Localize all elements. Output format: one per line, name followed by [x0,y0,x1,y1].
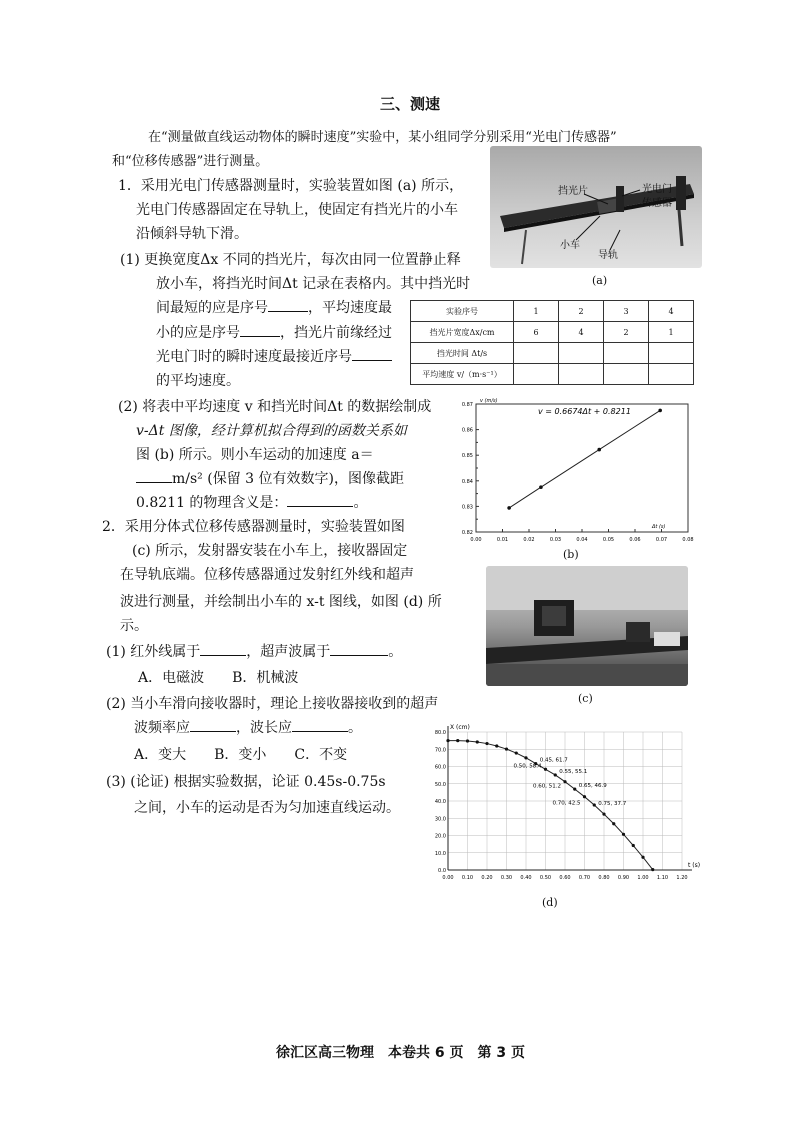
x-tick-label: 0.02 [523,537,535,543]
x-tick-label: 0.06 [629,537,641,543]
chart-b [452,392,698,552]
data-table [410,300,694,385]
data-point [583,795,586,798]
y-tick-label: 20.0 [434,833,446,840]
y-axis-label: X (cm) [450,724,470,731]
x-tick-label: 0.20 [481,875,493,881]
point-annotation: 0.55, 55.1 [559,768,588,775]
q2-p2-line-2 [134,716,362,740]
table-cell [604,343,649,364]
data-point [602,813,605,816]
chart-d [420,720,704,892]
q1-p1-line-5 [156,345,392,369]
q1-line-2: 光电门传感器固定在导轨上，使固定有挡光片的小车 [136,202,458,218]
answer-blank-8[interactable] [190,717,236,732]
table-cell [559,364,604,385]
label-gate: 光电门 [642,184,672,195]
q1-p1-line-3a: 间最短的应是序号 [156,300,268,316]
answer-blank-5[interactable] [287,492,353,507]
y-tick-label: 0.87 [461,402,473,408]
table-cell: 2 [604,322,649,343]
y-tick-label: 10.0 [434,850,446,857]
q1-p1-line-4b: ，挡光片前缘经过 [280,325,392,341]
answer-blank-3[interactable] [352,346,392,361]
data-point [485,742,488,745]
answer-blank-4[interactable] [136,468,172,483]
label-rail: 导轨 [598,250,618,261]
y-tick-label: 0.82 [461,530,473,536]
y-tick-label: 0.84 [461,478,473,485]
q2-p1-line-1a: (1) 红外线属于 [106,644,201,660]
q1-p2-line-2: v-Δt 图像，经计算机拟合得到的函数关系如 [136,423,407,439]
q1-p2-line-1: (2) 将表中平均速度 v 和挡光时间Δt 的数据绘制成 [118,399,432,415]
caption-c: (c) [578,692,593,705]
table-cell [514,343,559,364]
answer-blank-9[interactable] [292,717,348,732]
data-point [658,409,662,413]
x-tick-label: 0.01 [496,537,509,543]
x-tick-label: 0.00 [442,875,454,881]
table-cell: 4 [559,322,604,343]
q1-p1-line-3 [156,296,392,320]
q2-p2-line-2c: 。 [348,720,362,736]
data-point [466,739,469,742]
table-row [411,301,694,322]
label-car: 小车 [560,240,580,251]
q1-line-3: 沿倾斜导轨下滑。 [136,226,248,242]
x-tick-label: 0.80 [598,875,610,881]
photo-c [486,566,688,686]
intro-line-1: 在“测量做直线运动物体的瞬时速度”实验中，某小组同学分别采用“光电门传感器” [148,130,617,145]
data-point [446,739,449,742]
table-cell [604,364,649,385]
q1-p1-line-5-text: 光电门时的瞬时速度最接近序号 [156,349,352,365]
x-tick-label: 0.03 [549,537,562,543]
q2-p2-line-1: (2) 当小车滑向接收器时，理论上接收器接收到的超声 [106,696,439,712]
data-point [495,744,498,747]
y-tick-label: 40.0 [434,799,446,805]
photo-c-drawing [486,566,688,686]
q2-p2-line-2a: 波频率应 [134,720,190,736]
answer-blank-7[interactable] [330,641,388,656]
table-cell: 2 [559,301,604,322]
q1-p2-line-5 [136,491,367,515]
x-tick-label: 0.08 [682,537,694,543]
data-point [476,740,479,743]
y-tick-label: 0.0 [438,868,446,874]
x-tick-label: 0.90 [617,875,630,881]
answer-blank-1[interactable] [268,297,308,312]
fit-line [509,410,660,508]
x-axis-label: Δt (s) [652,524,666,530]
x-tick-label: 0.30 [500,875,513,881]
y-tick-label: 0.85 [461,453,473,460]
table-cell: 1 [649,322,694,343]
data-point [515,751,518,754]
q1-p2-line-4a: m/s² (保留 3 位有效数字)，图像截距 [172,471,404,487]
x-tick-label: 0.04 [576,537,588,543]
q1-line-1: 1．采用光电门传感器测量时，实验装置如图 (a) 所示， [118,178,464,194]
x-tick-label: 0.50 [539,875,552,881]
table-row [411,343,694,364]
q2-line-3: 在导轨底端。位移传感器通过发射红外线和超声 [120,567,414,583]
table-row-header: 挡光时间 Δt/s [411,343,514,364]
table-cell: 3 [604,301,649,322]
photo-a [490,146,702,268]
table-row-header: 平均速度 v/（m·s⁻¹） [411,364,514,385]
x-tick-label: 0.40 [520,875,532,881]
data-point [632,844,635,847]
y-tick-label: 0.86 [461,427,473,434]
point-annotation: 0.50, 58.4 [513,763,542,770]
data-point [544,768,547,771]
intro-line-2: 和“位移传感器”进行测量。 [112,154,269,169]
y-tick-label: 60.0 [434,764,446,771]
x-tick-label: 0.07 [655,537,668,543]
q1-p2-line-5b: 。 [353,495,368,511]
q2-line-2: (c) 所示，发射器安装在小车上，接收器固定 [132,543,408,559]
data-point [641,856,644,859]
q2-line-4: 波进行测量，并绘制出小车的 x-t 图线，如图 (d) 所 [120,594,442,610]
y-tick-label: 30.0 [434,816,446,823]
point-annotation: 0.70, 42.5 [552,800,581,807]
table-cell [649,364,694,385]
page-footer: 徐汇区高三物理 本卷共 6 页 第 3 页 [276,1045,525,1061]
caption-d: (d) [542,896,558,909]
x-axis-label: t (s) [688,862,701,869]
q1-p2-line-5a: 0.8211 的物理含义是： [136,495,288,511]
q2-p3-line-1: (3) (论证) 根据实验数据，论证 0.45s-0.75s [106,774,386,790]
table-cell: 1 [514,301,559,322]
q1-p1-line-1: (1) 更换宽度Δx 不同的挡光片，每次由同一位置静止释 [120,252,461,268]
q2-p2-options: A．变大 B．变小 C．不变 [134,747,348,763]
point-annotation: 0.75, 37.7 [598,800,627,807]
table-row-header: 实验序号 [411,301,514,322]
table-row-header: 挡光片宽度Δx/cm [411,322,514,343]
label-shade: 挡光片 [558,186,588,197]
answer-blank-2[interactable] [240,322,280,337]
x-tick-label: 0.05 [602,537,615,543]
y-axis-label: v (m/s) [480,398,498,404]
table-cell: 4 [649,301,694,322]
x-tick-label: 0.10 [461,875,474,881]
fit-equation: v = 0.6674Δt + 0.8211 [538,407,631,416]
y-tick-label: 70.0 [434,747,446,754]
caption-a: (a) [592,274,608,287]
table-row [411,364,694,385]
q2-line-1: 2．采用分体式位移传感器测量时，实验装置如图 [102,519,405,535]
x-tick-label: 0.60 [559,875,571,881]
data-point [651,868,654,871]
section-title: 三、测速 [380,95,441,113]
data-point [563,780,566,783]
q2-p1-line-1c: 。 [388,644,403,660]
y-tick-label: 50.0 [434,781,446,788]
y-tick-label: 0.83 [461,504,473,511]
y-tick-label: 80.0 [434,730,446,736]
x-tick-label: 0.70 [578,875,591,881]
q1-p1-line-6: 的平均速度。 [156,373,240,389]
point-annotation: 0.45, 61.7 [539,757,568,764]
data-point [593,803,596,806]
x-tick-label: 0.00 [470,537,482,543]
data-point [554,773,557,776]
q2-p1-line-1b: ，超声波属于 [246,644,331,660]
q1-p1-line-2: 放小车，将挡光时间Δt 记录在表格内。其中挡光时 [156,276,471,292]
q2-line-5: 示。 [120,618,148,634]
table-cell [559,343,604,364]
data-point [524,756,527,759]
data-point [505,747,508,750]
table-cell [649,343,694,364]
q1-p2-line-4 [136,467,404,491]
data-point [597,448,601,452]
x-tick-label: 1.10 [656,875,669,881]
data-point [507,506,511,510]
q2-p1-line-1 [106,640,402,664]
point-annotation: 0.65, 46.9 [578,783,607,790]
label-sensor: 传感器 [642,198,672,209]
table-cell [514,364,559,385]
x-tick-label: 1.20 [676,875,688,881]
data-point [456,739,459,742]
q1-p1-line-4 [156,321,392,345]
q1-p2-line-3: 图 (b) 所示。则小车运动的加速度 a＝ [136,447,374,463]
data-point [573,787,576,790]
q2-p2-line-2b: ，波长应 [236,720,292,736]
data-point [539,485,543,489]
q1-p1-line-3b: ，平均速度最 [308,300,392,316]
answer-blank-6[interactable] [200,641,246,656]
data-point [622,833,625,836]
caption-b: (b) [563,548,579,561]
table-cell: 6 [514,322,559,343]
table-row [411,322,694,343]
q2-p1-options: A．电磁波 B．机械波 [138,670,299,686]
point-annotation: 0.60, 51.2 [533,783,561,790]
q2-p3-line-2: 之间，小车的运动是否为匀加速直线运动。 [134,800,400,816]
plot-frame [476,404,688,532]
data-point [612,822,615,825]
x-tick-label: 1.00 [637,875,649,881]
q1-p1-line-4a: 小的应是序号 [156,325,240,341]
